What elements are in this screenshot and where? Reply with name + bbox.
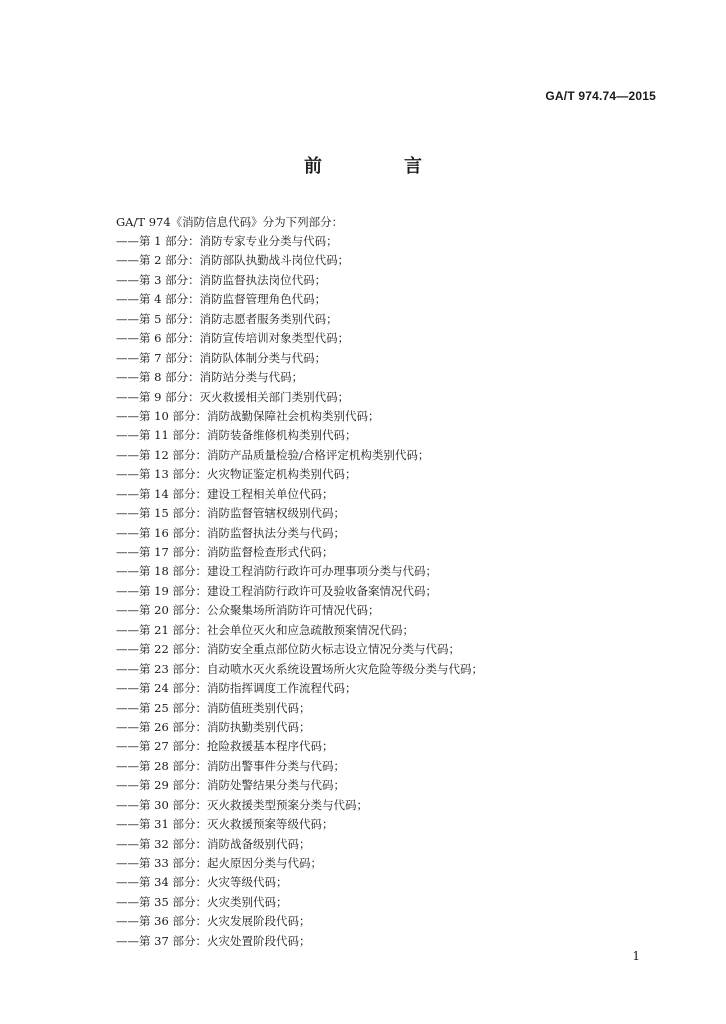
list-item: ——第 29 部分：消防处警结果分类与代码； xyxy=(116,778,345,793)
list-item: ——第 35 部分：火灾类别代码； xyxy=(116,894,288,909)
list-item: ——第 3 部分：消防监督执法岗位代码； xyxy=(116,272,327,287)
list-item: ——第 21 部分：社会单位灭火和应急疏散预案情况代码； xyxy=(116,622,414,637)
list-item: ——第 20 部分：公众聚集场所消防许可情况代码； xyxy=(116,603,380,618)
list-item: ——第 23 部分：自动喷水灭火系统设置场所火灾危险等级分类与代码； xyxy=(116,661,483,676)
list-item: ——第 32 部分：消防战备级别代码； xyxy=(116,836,311,851)
list-item: ——第 36 部分：火灾发展阶段代码； xyxy=(116,914,311,929)
list-item: ——第 34 部分：火灾等级代码； xyxy=(116,875,288,890)
list-item: ——第 9 部分：灭火救援相关部门类别代码； xyxy=(116,389,350,404)
list-item: ——第 2 部分：消防部队执勤战斗岗位代码； xyxy=(116,253,350,268)
list-item: ——第 10 部分：消防战勤保障社会机构类别代码； xyxy=(116,408,380,423)
list-item: ——第 11 部分：消防装备维修机构类别代码； xyxy=(116,428,357,443)
list-item: ——第 37 部分：火灾处置阶段代码； xyxy=(116,933,311,948)
list-item: ——第 1 部分：消防专家专业分类与代码； xyxy=(116,234,338,248)
parts-list xyxy=(116,232,483,951)
list-item: ——第 30 部分：灭火救援类型预案分类与代码； xyxy=(116,797,368,812)
list-item: ——第 25 部分：消防值班类别代码； xyxy=(116,700,311,715)
list-item: ——第 7 部分：消防队体制分类与代码； xyxy=(116,350,327,365)
list-item: ——第 17 部分：消防监督检查形式代码； xyxy=(116,545,334,559)
list-item: ——第 26 部分：消防执勤类别代码； xyxy=(116,719,311,734)
list-item: ——第 6 部分：消防宣传培训对象类型代码； xyxy=(116,331,350,346)
list-item: ——第 13 部分：火灾物证鉴定机构类别代码； xyxy=(116,467,357,482)
standard-code: GA/T 974.74—2015 xyxy=(545,89,656,103)
list-item: ——第 14 部分：建设工程相关单位代码； xyxy=(116,486,334,501)
list-item: ——第 24 部分：消防指挥调度工作流程代码； xyxy=(116,681,357,696)
list-item: ——第 18 部分：建设工程消防行政许可办理事项分类与代码； xyxy=(116,564,437,579)
list-item: ——第 15 部分：消防监督管辖权级别代码； xyxy=(116,506,345,521)
list-item: ——第 33 部分：起火原因分类与代码； xyxy=(116,856,322,870)
list-item: ——第 22 部分：消防安全重点部位防火标志设立情况分类与代码； xyxy=(116,642,460,657)
list-item: ——第 5 部分：消防志愿者服务类别代码； xyxy=(116,311,338,326)
intro-text: GA/T 974《消防信息代码》分为下列部分： xyxy=(116,215,344,229)
list-item: ——第 4 部分：消防监督管理角色代码； xyxy=(116,292,327,307)
list-item: ——第 19 部分：建设工程消防行政许可及验收备案情况代码； xyxy=(116,583,437,598)
list-item: ——第 31 部分：灭火救援预案等级代码； xyxy=(116,817,334,832)
page-title: 前 言 xyxy=(304,156,454,177)
page-number: 1 xyxy=(632,949,640,963)
list-item: ——第 16 部分：消防监督执法分类与代码； xyxy=(116,525,345,540)
list-item: ——第 27 部分：抢险救援基本程序代码； xyxy=(116,739,334,754)
list-item: ——第 28 部分：消防出警事件分类与代码； xyxy=(116,758,345,773)
list-item: ——第 12 部分：消防产品质量检验/合格评定机构类别代码； xyxy=(116,447,430,462)
list-item: ——第 8 部分：消防站分类与代码； xyxy=(116,370,304,385)
